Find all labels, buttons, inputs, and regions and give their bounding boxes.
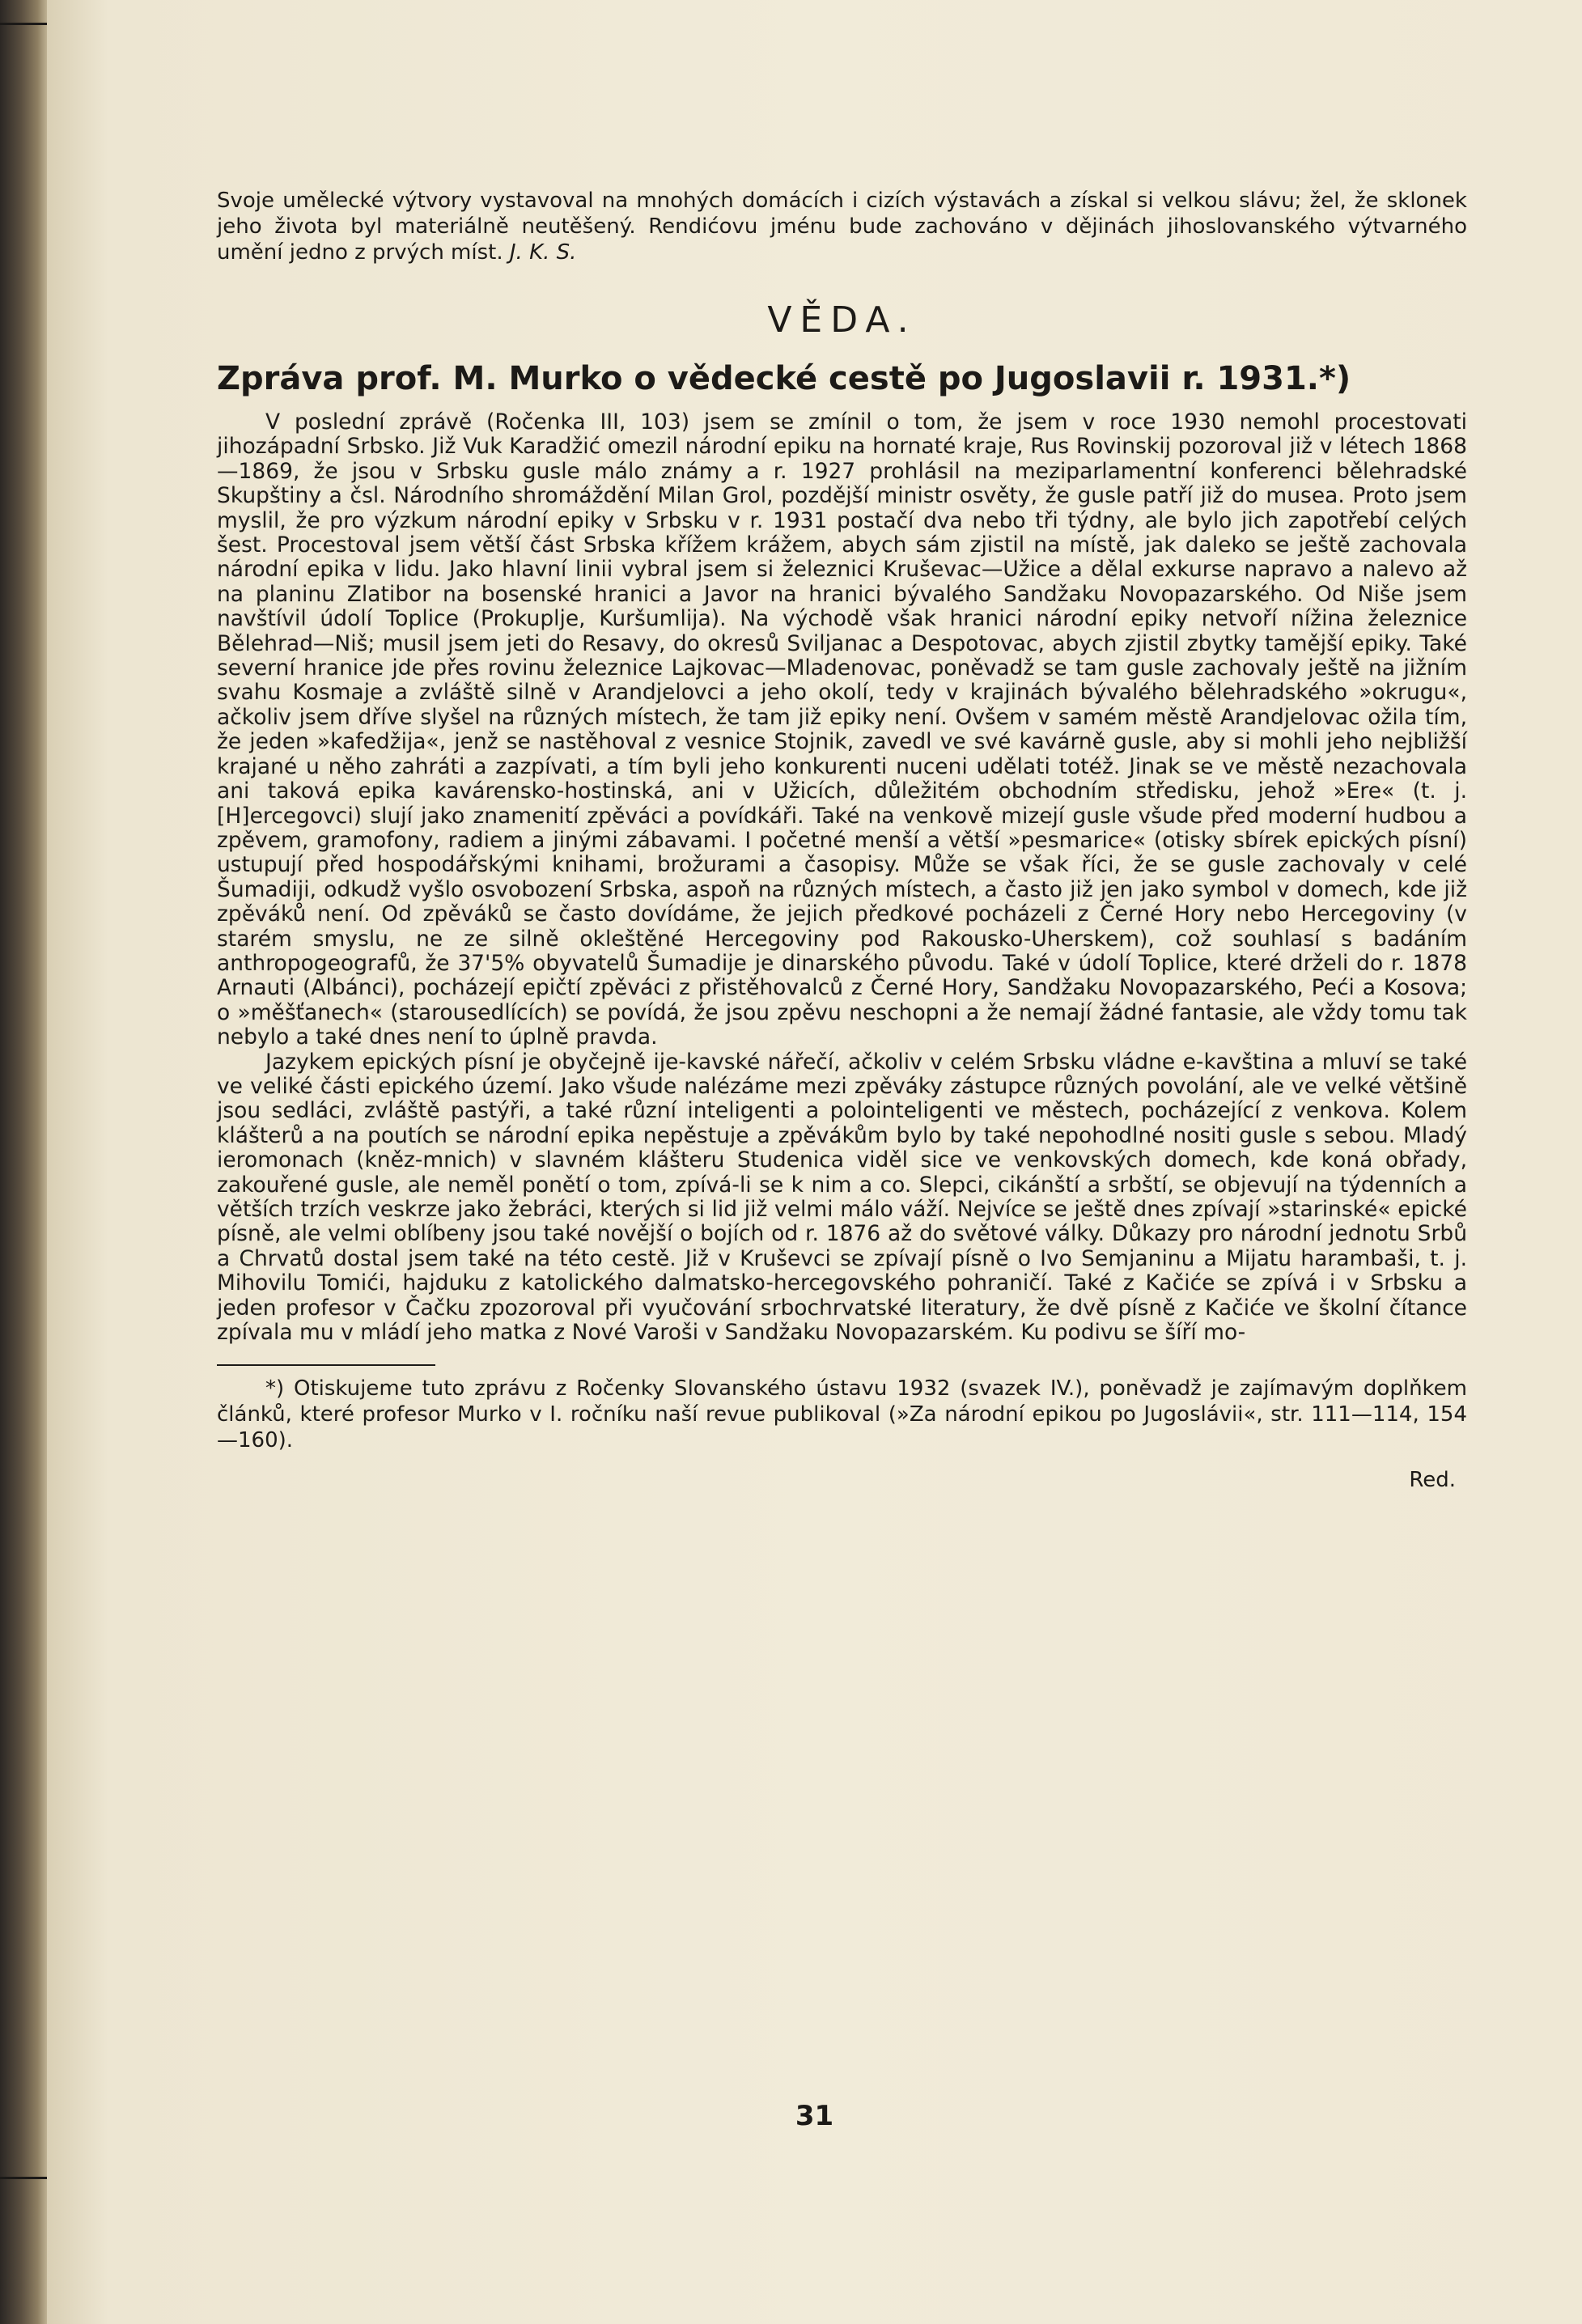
editor-signature: Red. [1409, 1468, 1456, 1493]
section-title: VĚDA. [767, 299, 917, 341]
page-number: 31 [795, 2100, 834, 2132]
footnote: *) Otiskujeme tuto zprávu z Ročenky Slovanského ústavu 1932 (svazek IV.), poněvadž je zajímavým doplňkem článků, které profesor Murko v I. ročníku naší revue publikoval (»Za národní epikou po Jugoslávii«, str. 111—114, 154—160). [217, 1376, 1467, 1453]
article-paragraph-1: V poslední zprávě (Ročenka III, 103) jsem se zmínil o tom, že jsem v roce 1930 nemohl procestovati jihozápadní Srbsko. Již Vuk Karadžić omezil národní epiku na hornaté kraje, Rus Rovinskij pozoroval již v létech 1868—1869, že jsou v Srbsku gusle málo známy a r. 1927 prohlásil na meziparlamentní konferenci bělehradské Skupštiny a čsl. Národního shromáždění Milan Grol, pozdější ministr osvěty, že gusle patří již do musea. Proto jsem myslil, že pro výzkum národní epiky v Srbsku v r. 1931 postačí dva nebo tři týdny, ale bylo jich zapotřebí celých šest. Procestoval jsem větší část Srbska křížem krážem, abych sám zjistil na místě, jak daleko se ještě zachovala národní epika v lidu. Jako hlavní linii vybral jsem si železnici Kruševac—Užice a dělal exkurse napravo a nalevo až na planinu Zlatibor na bosenské hranici a Javor na hranici bývalého Sandžaku Novopazarského. Od Niše jsem navštívil údolí Toplice (Prokuplje, Kuršumlija). Na východě však hranici národní epiky netvoří nížina železnice Bělehrad—Niš; musil jsem jeti do Resavy, do okresů Sviljanac a Despotovac, abych zjistil zbytky tamější epiky. Také severní hranice jde přes rovinu železnice Lajkovac—Mladenovac, poněvadž se tam gusle zachovaly ještě na jižním svahu Kosmaje a zvláště silně v Arandjelovci a jeho okolí, tedy v krajinách bývalého bělehradského »okrugu«, ačkoliv jsem dříve slyšel na různých místech, že tam již epiky není. Ovšem v samém městě Arandjelovac ožila tím, že jeden »kafedžija«, jenž se nastěhoval z vesnice Stojnik, zavedl ve své kavárně gusle, aby si mohli jeho nejbližší krajané u něho zahráti a zazpívati, a tím byli jeho konkurenti nuceni udělati totéž. Jinak se ve městě nezachovala ani taková epika kavárensko-hostinská, ani v Užicích, důležitém obchodním středisku, jehož »Ere« (t. j. [H]ercegovci) slují jako znamenití zpěváci a povídkáři. Také na venkově mizejí gusle všude před moderní hudbou a zpěvem, gramofony, radiem a jinými zábavami. I početné menší a větší »pesmarice« (otisky sbírek epických písní) ustupují před hospodářskými knihami, brožurami a časopisy. Může se však říci, že se gusle zachovaly v celé Šumadiji, odkudž vyšlo osvobození Srbska, aspoň na různých místech, a často již jen jako symbol v domech, kde již zpěváků není. Od zpěváků se často dovídáme, že jejich předkové pocházeli z Černé Hory nebo Hercegoviny (v starém smyslu, ne ze silně okleštěné Hercegoviny pod Rakousko-Uherskem), což souhlasí s badáním anthropogeografů, že 37'5% obyvatelů Šumadije je dinarského původu. Také v údolí Toplice, které drželi do r. 1878 Arnauti (Albánci), pocházejí epičtí zpěváci z přistěhovalců z Černé Hory, Sandžaku Novopazarského, Peći a Kosova; o »měšťanech« (starousedlících) se povídá, že jsou zpěvu neschopni a že nemají žádné fantasie, ale vždy tomu tak nebylo a také dnes není to úplně pravda. [217, 409, 1467, 1050]
journal-page [47, 0, 1582, 2324]
book-spine [0, 0, 47, 2324]
article-paragraph-2: Jazykem epických písní je obyčejně ije-kavské nářečí, ačkoliv v celém Srbsku vládne e-kavština a mluví se také ve veliké části epického území. Jako všude nalézáme mezi zpěváky zástupce různých povolání, ale ve velké většině jsou sedláci, zvláště pastýři, a také různí inteligenti a polointeligenti ve městech, pocházející z venkova. Kolem klášterů a na poutích se národní epika nepěstuje a zpěvákům bylo by také nepohodlné nositi gusle s sebou. Mladý ieromonach (kněz-mnich) v slavném klášteru Studenica viděl sice ve venkovských domech, kde koná obřady, zakouřené gusle, ale neměl ponětí o tom, zpívá-li se k nim a co. Slepci, cikánští a srbští, se objevují na týdenních a větších trzích veskrze jako žebráci, kterých si lid již velmi málo váží. Nejvíce se ještě dnes zpívají »starinské« epické písně, ale velmi oblíbeny jsou také novější o bojích od r. 1876 až do světové války. Důkazy pro národní jednotu Srbů a Chrvatů dostal jsem také na této cestě. Již v Kruševci se zpívají písně o Ivo Semjaninu a Mijatu harambaši, t. j. Mihovilu Tomići, hajduku z katolického dalmatsko-hercegovského pohraničí. Také z Kačiće se zpívá i v Srbsku a jeden profesor v Čačku zpozoroval při vyučování srbochrvatské literatury, že dvě písně z Kačiće ve školní čítance zpívala mu v mládí jeho matka z Nové Varoši v Sandžaku Novopazarském. Ku podivu se šíří mo- [217, 1049, 1467, 1346]
page-content [217, 188, 1467, 1492]
intro-paragraph [217, 188, 1467, 265]
article-title: Zpráva prof. M. Murko o vědecké cestě po Jugoslavii r. 1931.*) [217, 360, 1351, 397]
intro-text: Svoje umělecké výtvory vystavoval na mnohých domácích i cizích výstavách a získal si velkou slávu; žel, že sklonek jeho života byl materiálně neutěšený. Rendićovu jménu bude zachováno v dějinách jihoslovanského výtvarného umění jedno z prvých míst. [217, 189, 1467, 265]
intro-signature: J. K. S. [509, 240, 577, 265]
footnote-divider [217, 1364, 435, 1366]
